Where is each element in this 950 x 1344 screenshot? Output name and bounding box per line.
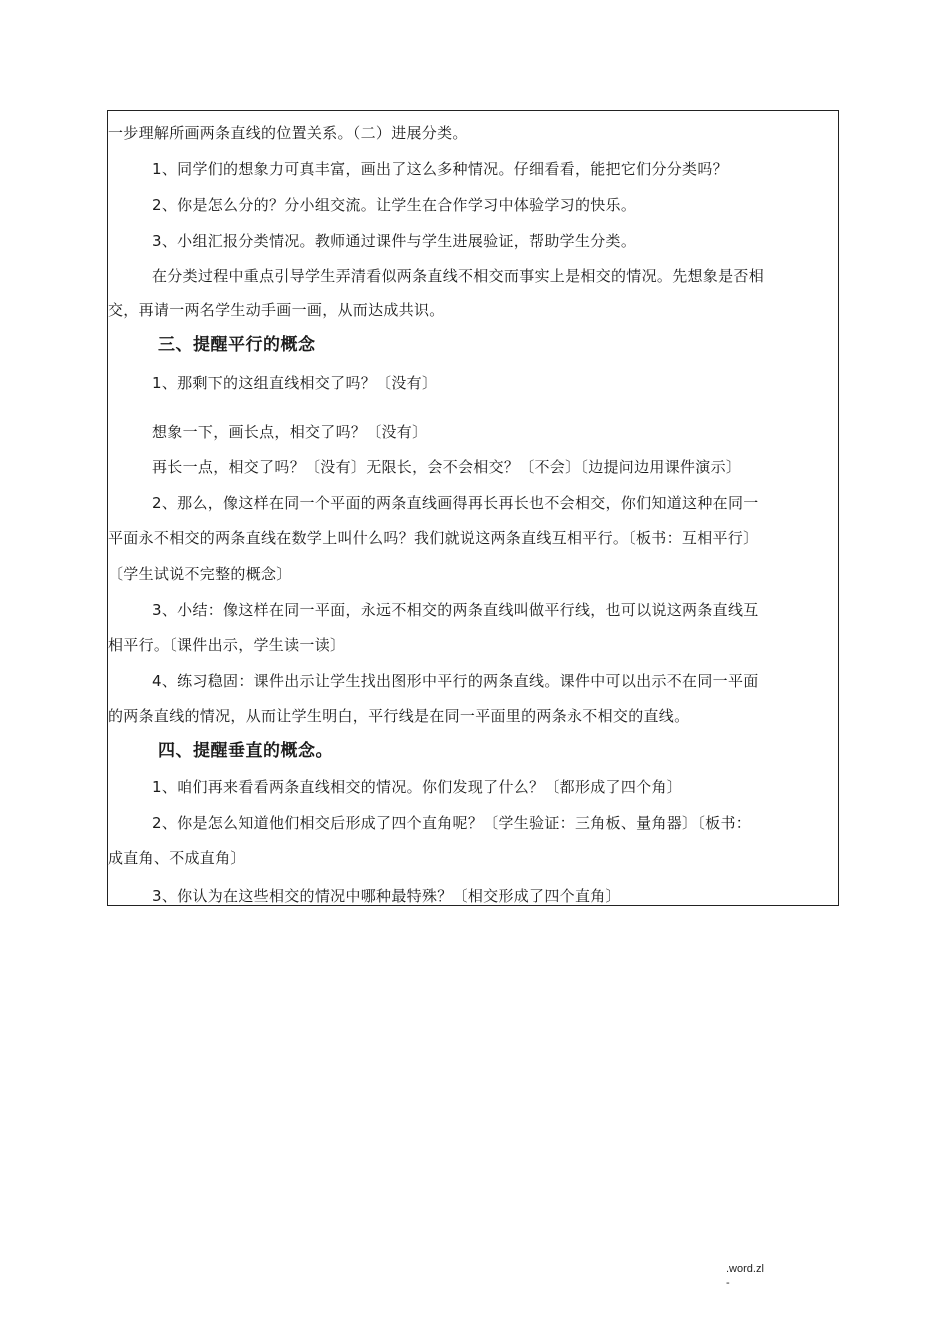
text-line: 3、你认为在这些相交的情况中哪种最特殊？〔相交形成了四个直角〕 bbox=[152, 887, 621, 905]
text-line: 4、练习稳固：课件出示让学生找出图形中平行的两条直线。课件中可以出示不在同一平面 bbox=[152, 672, 759, 690]
text-line: 2、那么，像这样在同一个平面的两条直线画得再长再长也不会相交，你们知道这种在同一 bbox=[152, 494, 759, 512]
page-footer bbox=[726, 1262, 764, 1290]
text-line: 1、同学们的想象力可真丰富，画出了这么多种情况。仔细看看，能把它们分分类吗？ bbox=[152, 160, 728, 178]
section-heading-perpendicular: 四、提醒垂直的概念。 bbox=[158, 741, 333, 761]
text-line: 3、小结：像这样在同一平面，永远不相交的两条直线叫做平行线，也可以说这两条直线互 bbox=[152, 601, 759, 619]
text-line: 2、你是怎么分的？分小组交流。让学生在合作学习中体验学习的快乐。 bbox=[152, 196, 637, 214]
text-line: 2、你是怎么知道他们相交后形成了四个直角呢？〔学生验证：三角板、量角器〕〔板书： bbox=[152, 814, 752, 832]
text-line: 一步理解所画两条直线的位置关系。（二）进展分类。 bbox=[108, 124, 468, 142]
text-line: 想象一下，画长点，相交了吗？〔没有〕 bbox=[152, 423, 428, 441]
section-heading-parallel: 三、提醒平行的概念 bbox=[158, 335, 316, 355]
text-line: 3、小组汇报分类情况。教师通过课件与学生进展验证，帮助学生分类。 bbox=[152, 232, 637, 250]
text-line: 1、那剩下的这组直线相交了吗？〔没有〕 bbox=[152, 374, 438, 392]
text-line: 平面永不相交的两条直线在数学上叫什么吗？我们就说这两条直线互相平行。〔板书：互相平行〕 bbox=[108, 529, 759, 547]
text-line: 成直角、不成直角〕 bbox=[108, 849, 246, 867]
text-line: 的两条直线的情况，从而让学生明白，平行线是在同一平面里的两条永不相交的直线。 bbox=[108, 707, 690, 725]
text-line: 再长一点，相交了吗？〔没有〕无限长，会不会相交？〔不会〕〔边提问边用课件演示〕 bbox=[152, 458, 742, 476]
text-line: 交，再请一两名学生动手画一画，从而达成共识。 bbox=[108, 301, 445, 319]
footer-line: .word.zl bbox=[726, 1263, 764, 1275]
text-line: 相平行。〔课件出示，学生读一读〕 bbox=[108, 636, 346, 654]
footer-dash: - bbox=[726, 1277, 730, 1289]
text-line: 1、咱们再来看看两条直线相交的情况。你们发现了什么？〔都形成了四个角〕 bbox=[152, 778, 683, 796]
text-line: 〔学生试说不完整的概念〕 bbox=[108, 565, 292, 583]
text-line: 在分类过程中重点引导学生弄清看似两条直线不相交而事实上是相交的情况。先想象是否相 bbox=[152, 267, 765, 285]
